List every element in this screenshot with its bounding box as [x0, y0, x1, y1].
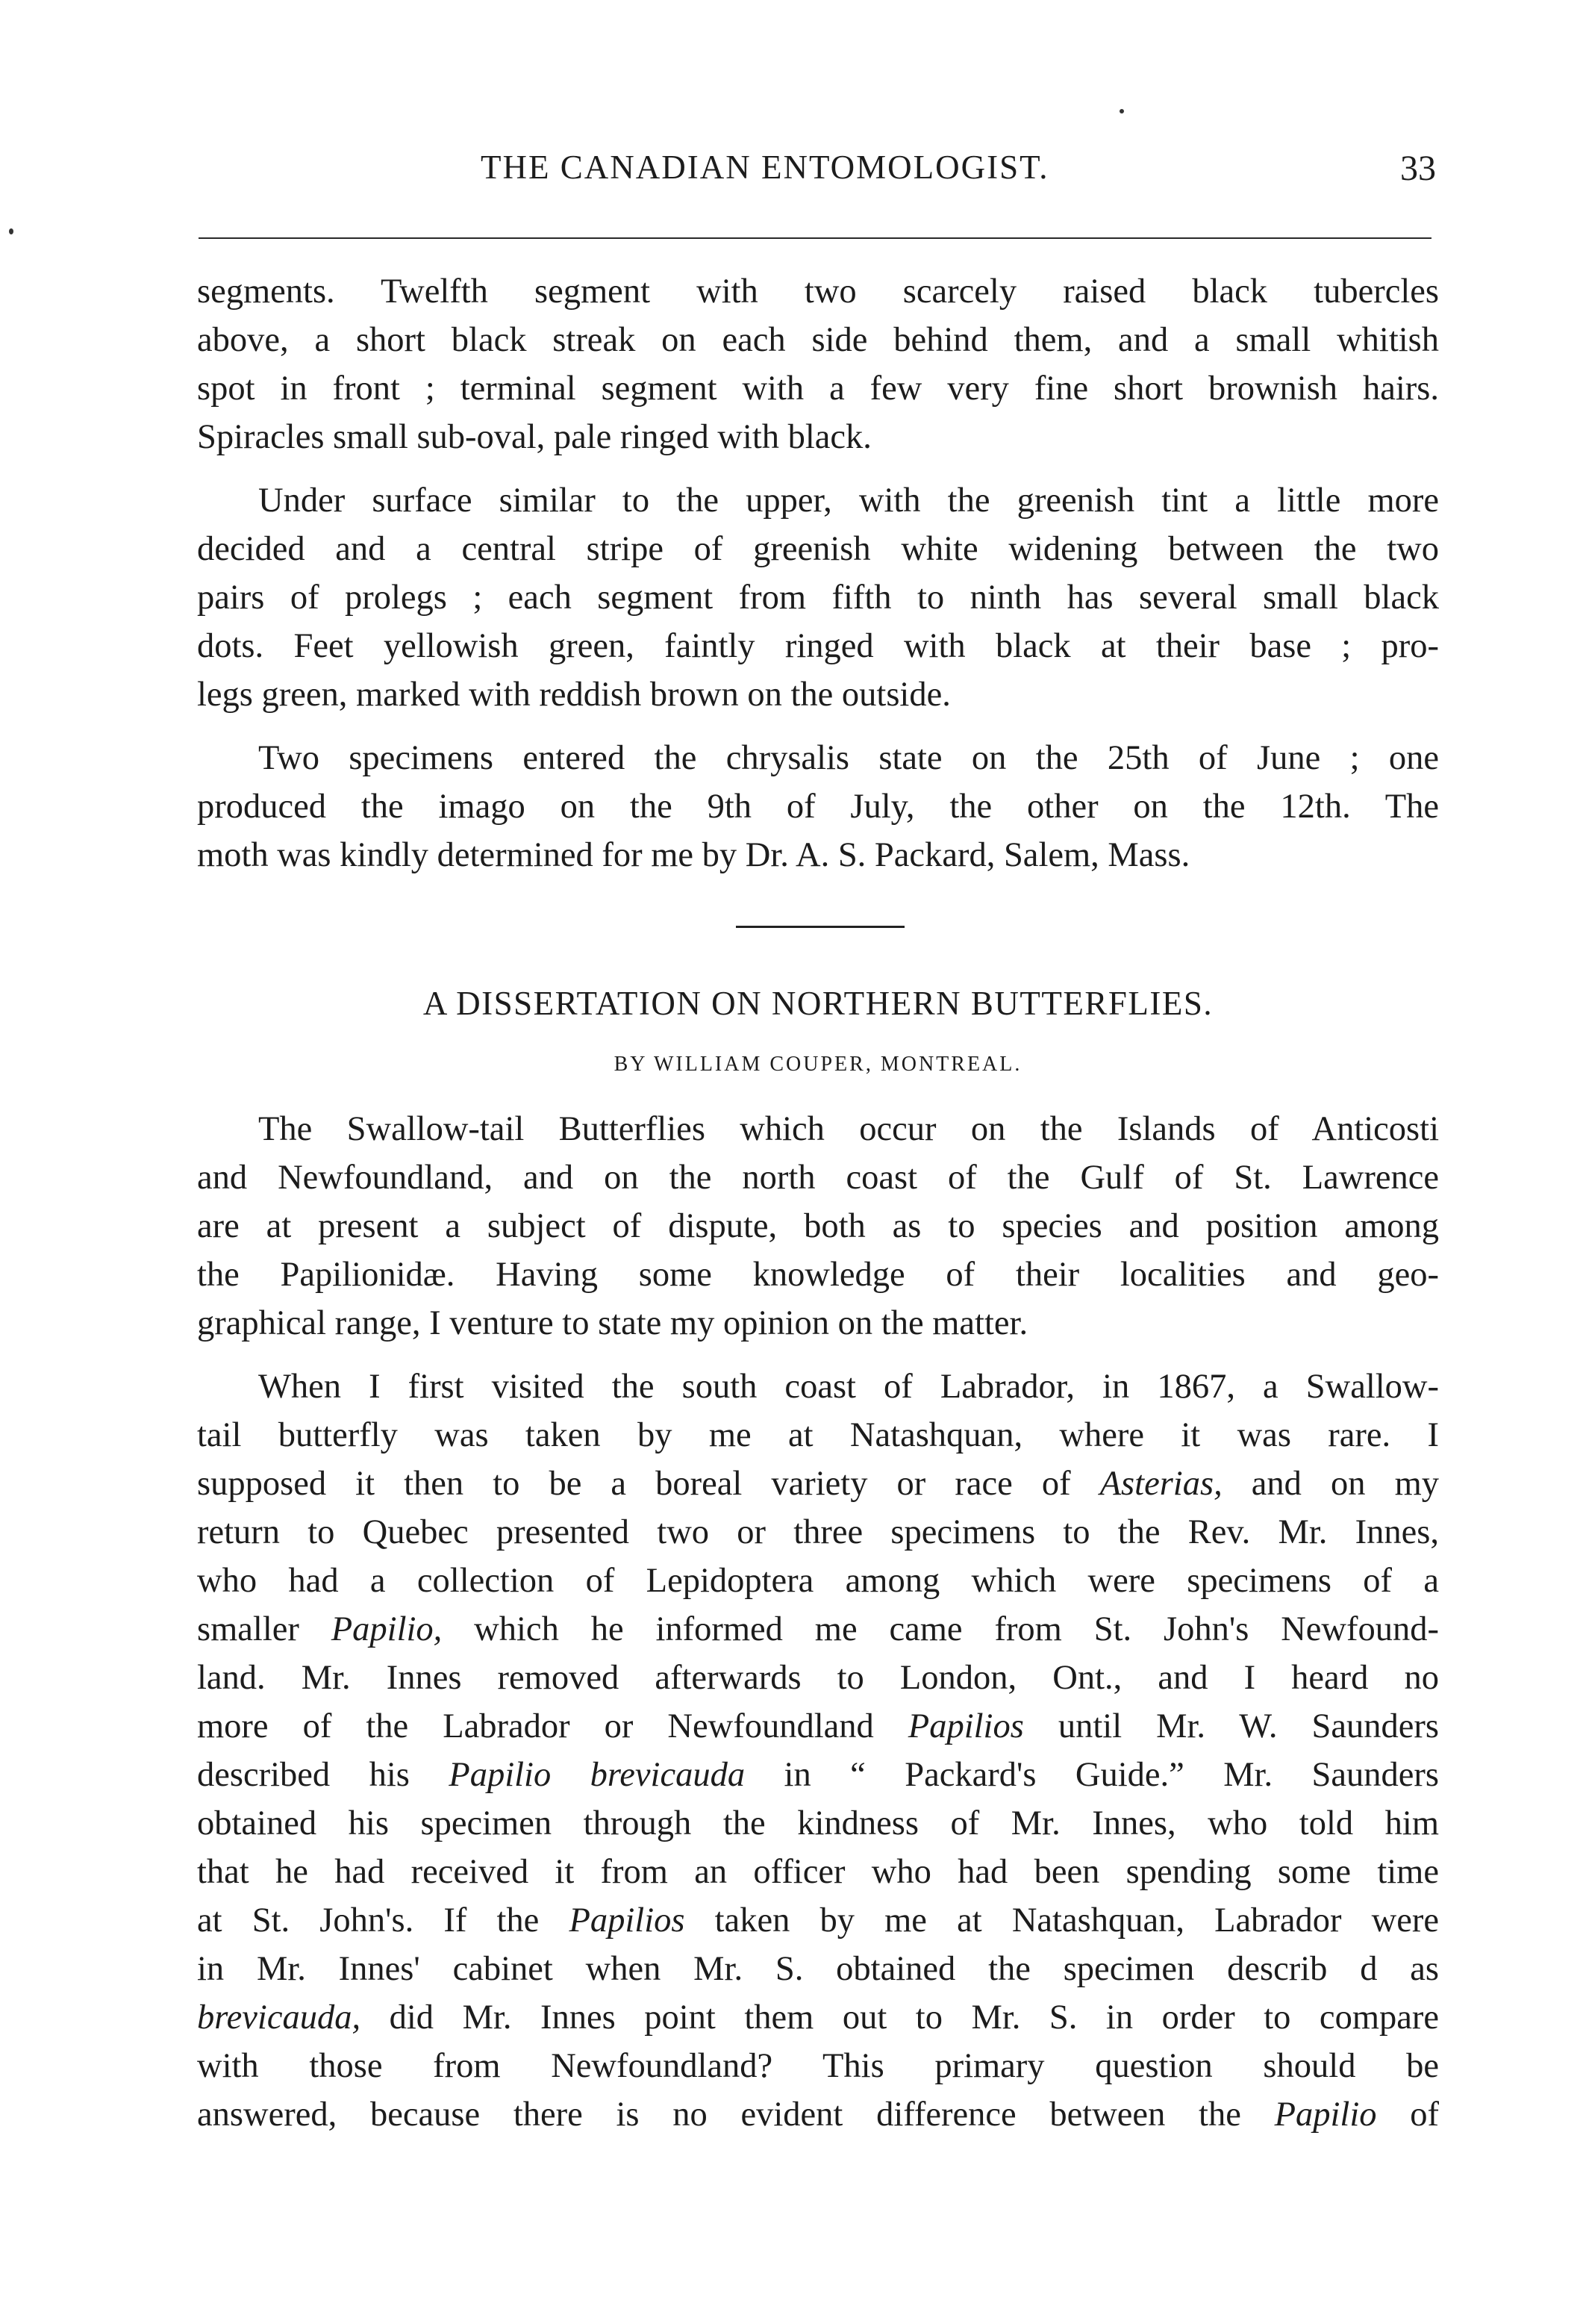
italic-term: Papilios: [569, 1901, 685, 1940]
text-line: pairs of prolegs ; each segment from fifth to ninth has several small black: [197, 579, 1439, 617]
text-line: return to Quebec presented two or three specimens to the Rev. Mr. Innes,: [197, 1513, 1439, 1551]
text-line: answered, because there is no evident difference between the Papilio of: [197, 2096, 1439, 2134]
text-line: obtained his specimen through the kindness of Mr. Innes, who told him: [197, 1804, 1439, 1842]
text-line: tail butterfly was taken by me at Natashquan, where it was rare. I: [197, 1416, 1439, 1454]
text-line: brevicauda, did Mr. Innes point them out to Mr. S. in order to compare: [197, 1999, 1439, 2037]
italic-term: brevicauda,: [197, 1999, 361, 2037]
stray-mark: [9, 228, 13, 234]
text-line: Under surface similar to the upper, with the greenish tint a little more: [258, 482, 1439, 520]
text-line: that he had received it from an officer who had been spending some time: [197, 1853, 1439, 1891]
text-line: decided and a central stripe of greenish white widening between the two: [197, 530, 1439, 568]
text-line: land. Mr. Innes removed afterwards to London, Ont., and I heard no: [197, 1659, 1439, 1697]
stray-mark: [1120, 109, 1124, 113]
text-line: When I first visited the south coast of Labrador, in 1867, a Swallow-: [258, 1368, 1439, 1406]
article-title: A DISSERTATION ON NORTHERN BUTTERFLIES.: [422, 985, 1214, 1022]
text-line: legs green, marked with reddish brown on the outside.: [197, 676, 951, 714]
running-head: [197, 148, 1436, 200]
text-line: moth was kindly determined for me by Dr. A. S. Packard, Salem, Mass.: [197, 836, 1190, 874]
text-line: Spiracles small sub-oval, pale ringed with black.: [197, 418, 872, 456]
running-title: THE CANADIAN ENTOMOLOGIST.: [481, 149, 1049, 186]
text-line: smaller Papilio, which he informed me came from St. John's Newfound-: [197, 1610, 1439, 1648]
italic-term: Papilio: [1274, 2096, 1377, 2134]
text-line: above, a short black streak on each side behind them, and a small whitish: [197, 321, 1439, 359]
text-line: produced the imago on the 9th of July, the other on the 12th. The: [197, 788, 1439, 826]
text-line: supposed it then to be a boreal variety or race of Asterias, and on my: [197, 1465, 1439, 1503]
italic-term: Papilio,: [331, 1610, 443, 1648]
continued-text: [197, 267, 1439, 879]
text-line: at St. John's. If the Papilios taken by me at Natashquan, Labrador were: [197, 1901, 1440, 1940]
italic-term: Papilios: [908, 1707, 1024, 1745]
text-line: graphical range, I venture to state my opinion on the matter.: [197, 1304, 1028, 1342]
page-number: 33: [1400, 149, 1436, 188]
text-line: described his Papilio brevicauda in “ Packard's Guide.” Mr. Saunders: [197, 1756, 1440, 1794]
text-line: in Mr. Innes' cabinet when Mr. S. obtained the specimen describ d as: [197, 1950, 1439, 1988]
article-byline: BY WILLIAM COUPER, MONTREAL.: [613, 1053, 1022, 1076]
text-line: and Newfoundland, and on the north coast of the Gulf of St. Lawrence: [197, 1159, 1439, 1197]
text-line: more of the Labrador or Newfoundland Papilios until Mr. W. Saunders: [197, 1707, 1439, 1745]
text-line: dots. Feet yellowish green, faintly ringed with black at their base ; pro-: [197, 627, 1439, 665]
section-divider: [736, 926, 905, 928]
text-line: who had a collection of Lepidoptera among which were specimens of a: [197, 1562, 1439, 1600]
text-line: with those from Newfoundland? This primary question should be: [197, 2047, 1439, 2085]
text-line: are at present a subject of dispute, both as to species and position among: [197, 1207, 1439, 1245]
header-rule: [199, 237, 1431, 239]
italic-term: Papilio brevicauda: [449, 1756, 746, 1794]
text-line: spot in front ; terminal segment with a few very fine short brownish hairs.: [197, 370, 1439, 408]
text-line: segments. Twelfth segment with two scarcely raised black tubercles: [197, 272, 1439, 311]
article-body: [197, 1105, 1439, 2139]
text-line: the Papilionidæ. Having some knowledge of their localities and geo-: [197, 1256, 1439, 1294]
text-line: The Swallow-tail Butterflies which occur on the Islands of Anticosti: [258, 1110, 1439, 1148]
italic-term: Asterias,: [1099, 1465, 1223, 1503]
text-line: Two specimens entered the chrysalis state on the 25th of June ; one: [258, 739, 1439, 777]
